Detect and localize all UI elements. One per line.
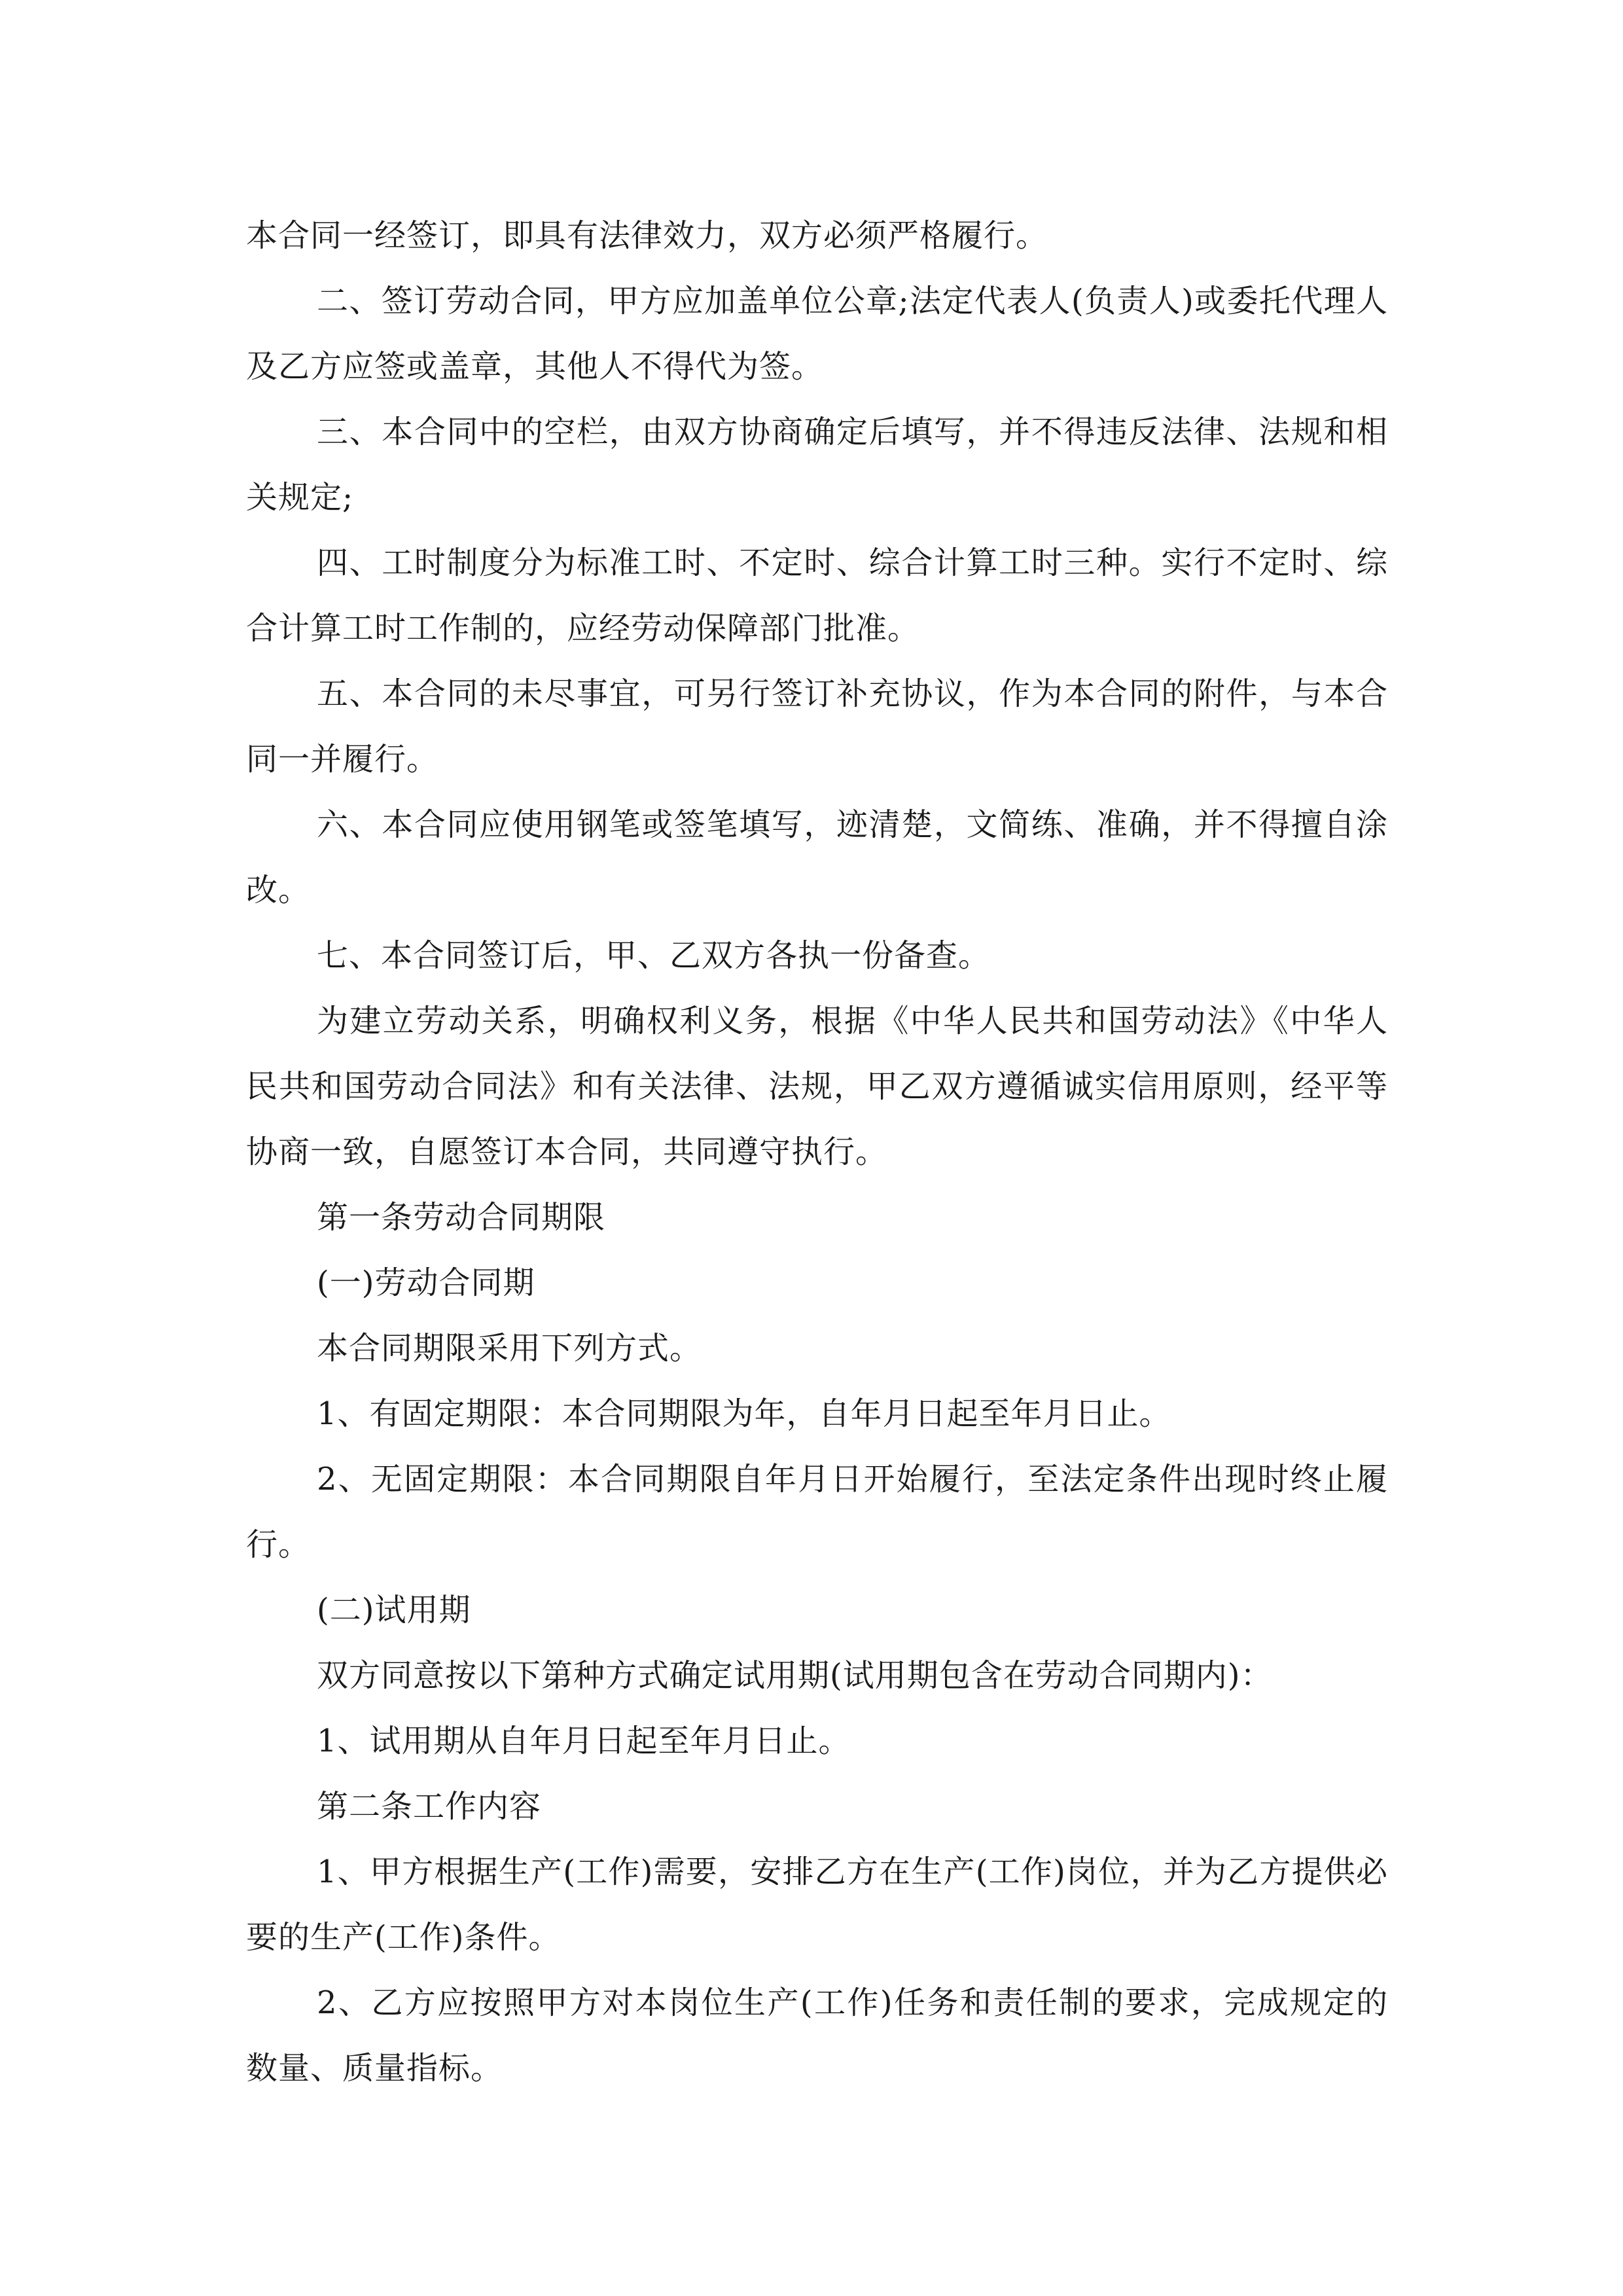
section-probation-heading: (二)试用期	[317, 1592, 471, 1628]
paragraph-item-3: 三、本合同中的空栏，由双方协商确定后填写，并不得违反法律、法规和相关规定;	[246, 414, 1388, 516]
paragraph-fixed-term: 1、有固定期限：本合同期限为年，自年月日起至年月日止。	[317, 1395, 1171, 1432]
paragraph-open-term: 2、无固定期限：本合同期限自年月日开始履行，至法定条件出现时终止履行。	[246, 1461, 1388, 1563]
paragraph-term-method: 本合同期限采用下列方式。	[317, 1330, 702, 1367]
article-1-heading: 第一条劳动合同期限	[317, 1199, 606, 1236]
paragraph-preamble: 为建立劳动关系，明确权利义务，根据《中华人民共和国劳动法》《中华人民共和国劳动合同法》和有关法律、法规，甲乙双方遵循诚实信用原则，经平等协商一致，自愿签订本合同，共同遵守执行。	[246, 1003, 1388, 1170]
paragraph-contract-effect: 本合同一经签订，即具有法律效力，双方必须严格履行。	[246, 217, 1048, 254]
article-2-heading: 第二条工作内容	[317, 1788, 542, 1825]
paragraph-work-arrangement: 1、甲方根据生产(工作)需要，安排乙方在生产(工作)岗位，并为乙方提供必要的生产(工作)条件。	[246, 1854, 1388, 1956]
section-contract-term-heading: (一)劳动合同期	[317, 1265, 535, 1301]
paragraph-item-6: 六、本合同应使用钢笔或签笔填写，迹清楚，文简练、准确，并不得擅自涂改。	[246, 806, 1388, 908]
paragraph-probation-period: 1、试用期从自年月日起至年月日止。	[317, 1723, 851, 1759]
paragraph-work-requirements: 2、乙方应按照甲方对本岗位生产(工作)任务和责任制的要求，完成规定的数量、质量指标。	[246, 1984, 1388, 2087]
document-body	[246, 203, 1388, 2101]
paragraph-item-5: 五、本合同的未尽事宜，可另行签订补充协议，作为本合同的附件，与本合同一并履行。	[246, 675, 1388, 778]
paragraph-probation-method: 双方同意按以下第种方式确定试用期(试用期包含在劳动合同期内)：	[317, 1657, 1273, 1694]
paragraph-item-4: 四、工时制度分为标准工时、不定时、综合计算工时三种。实行不定时、综合计算工时工作制的，应经劳动保障部门批准。	[246, 545, 1388, 647]
paragraph-item-7: 七、本合同签订后，甲、乙双方各执一份备查。	[317, 937, 991, 974]
paragraph-item-2: 二、签订劳动合同，甲方应加盖单位公章;法定代表人(负责人)或委托代理人及乙方应签或盖章，其他人不得代为签。	[246, 283, 1388, 385]
